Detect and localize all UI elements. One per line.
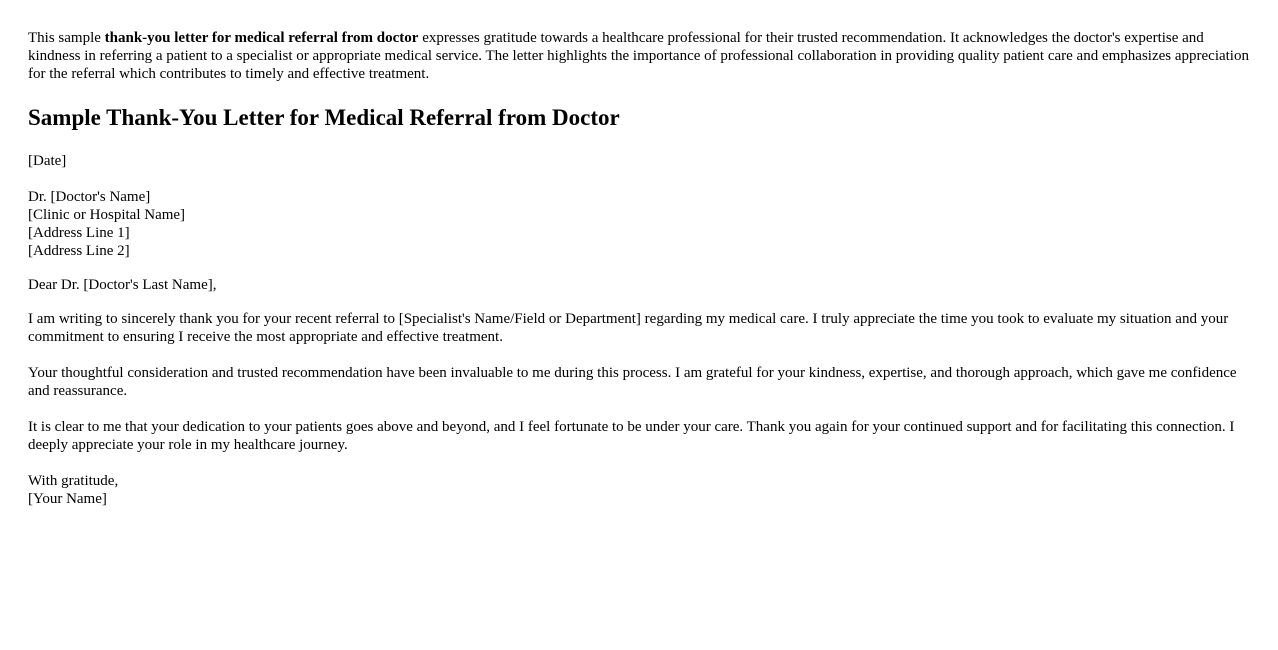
page-title: Sample Thank-You Letter for Medical Referral from Doctor (28, 105, 620, 130)
recipient-name: Dr. [Doctor's Name] (28, 189, 151, 205)
letter-date: [Date] (28, 153, 67, 169)
letter-body-paragraph-2: Your thoughtful consideration and trusted recommendation have been invaluable to me during this process. I am grateful for your kindness, expertise, and thorough approach, which gave me confidence and reassurance. (28, 365, 1237, 399)
document-page (28, 29, 1254, 508)
intro-text-after: expresses gratitude towards a healthcare professional for their trusted recommendation. It acknowledges the doctor's expertise and kindness in referring a patient to a specialist or appropriate medical service. The letter highlights the importance of professional collaboration in providing quality patient care and emphasizes appreciation for the referral which contributes to timely and effective treatment. (28, 30, 1249, 82)
letter-body-paragraph-1: I am writing to sincerely thank you for your recent referral to [Specialist's Name/Field or Department] regarding my medical care. I truly appreciate the time you took to evaluate my situation and your commitment to ensuring I receive the most appropriate and effective treatment. (28, 311, 1229, 345)
letter-body-paragraph-3: It is clear to me that your dedication to your patients goes above and beyond, and I feel fortunate to be under your care. Thank you again for your continued support and for facilitating this connection. I deeply appreciate your role in my healthcare journey. (28, 419, 1235, 453)
letter-closing: With gratitude, (28, 473, 119, 489)
recipient-organization: [Clinic or Hospital Name] (28, 207, 186, 223)
recipient-address-line-1: [Address Line 1] (28, 225, 130, 241)
recipient-address-line-2: [Address Line 2] (28, 243, 130, 259)
letter-signature: [Your Name] (28, 491, 107, 507)
intro-bold-phrase: thank-you letter for medical referral from doctor (104, 30, 419, 46)
letter-salutation: Dear Dr. [Doctor's Last Name], (28, 277, 217, 293)
intro-text-before: This sample (28, 30, 105, 46)
intro-paragraph (28, 29, 1254, 83)
letter-closing-block (28, 472, 1254, 508)
recipient-address-block (28, 188, 1254, 260)
